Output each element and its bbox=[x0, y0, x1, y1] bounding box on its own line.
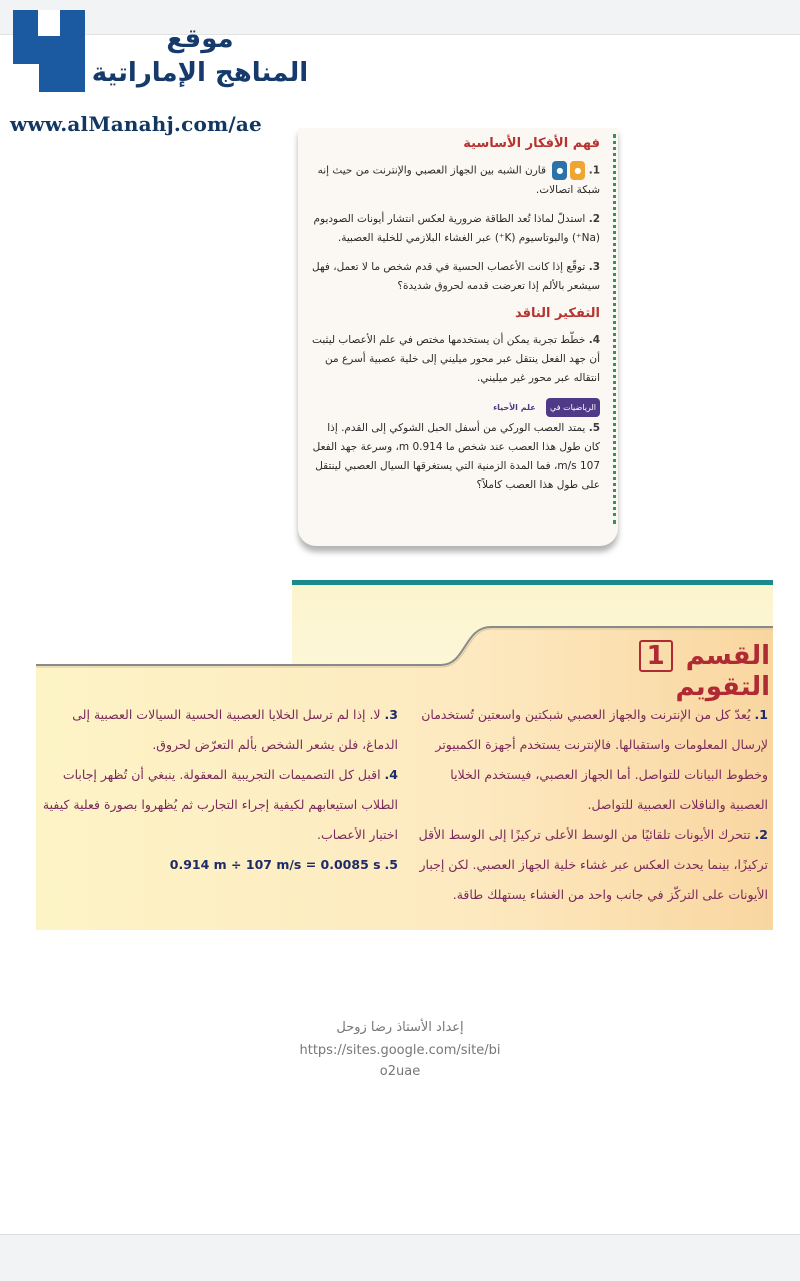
question-1 bbox=[312, 161, 600, 200]
question-text: استدلّ لماذا تُعد الطاقة ضرورية لعكس انتشار أيونات الصوديوم (Na⁺) والبوتاسيوم (K⁺) عبر الغشاء البلازمي للخلية العصبية. bbox=[313, 212, 600, 244]
site-url[interactable]: www.alManahj.com/ae bbox=[10, 112, 262, 136]
answer-text: تتحرك الأيونات تلقائيًا من الوسط الأعلى تركيزًا إلى الوسط الأقل تركيزًا، بينما يحدث العكس عبر غشاء خلية الجهاز العصبي. لكن إجبار الأيونات على التركّز في جانب واحد من الغشاء يستهلك طاقة. bbox=[418, 827, 768, 902]
heading-main-ideas: فهم الأفكار الأساسية bbox=[463, 136, 600, 151]
answer-number: 2. bbox=[754, 827, 768, 842]
badge-icon: ● bbox=[552, 161, 567, 180]
answer-5 bbox=[42, 850, 398, 880]
answer-4 bbox=[42, 760, 398, 850]
section-label: القسم bbox=[685, 641, 770, 671]
question-number: 5. bbox=[588, 422, 600, 434]
question-text: قارن الشبه بين الجهاز العصبي والإنترنت من حيث إنه شبكة اتصالات. bbox=[317, 164, 600, 196]
answers-right-column bbox=[412, 700, 768, 910]
question-text: يمتد العصب الوركي من أسفل الحبل الشوكي إلى القدم. إذا كان طول هذا العصب عند شخص ما 0.914 m، وسرعة جهد الفعل 107 m/s، فما المدة الزمنية التي يستغرقها السيال العصبي لينتقل على طول هذا العصب كاملاً؟ bbox=[312, 422, 600, 491]
answers-left-column bbox=[42, 700, 398, 880]
question-4 bbox=[312, 331, 600, 388]
math-badge: الرياضيات في bbox=[546, 398, 600, 417]
credit-link-line-1[interactable]: https://sites.google.com/site/bi bbox=[299, 1043, 501, 1058]
question-number: 4. bbox=[588, 333, 600, 346]
answer-text: اقبل كل التصميمات التجريبية المعقولة. ينبغي أن تُظهر إجابات الطلاب استيعابهم لكيفية إجراء التجارب ثم يُظهروا بصورة فعلية كيفية اختبار الأعصاب. bbox=[42, 767, 398, 842]
dotted-border bbox=[613, 134, 616, 524]
question-3 bbox=[312, 258, 600, 296]
question-5 bbox=[312, 419, 600, 495]
answer-text: لا. إذا لم ترسل الخلايا العصبية الحسية السيالات العصبية إلى الدماغ، فلن يشعر الشخص بألم التعرّض لحروق. bbox=[72, 707, 398, 752]
answer-equation: 0.914 m ÷ 107 m/s = 0.0085 s bbox=[169, 857, 381, 872]
answer-1 bbox=[412, 700, 768, 820]
logo-mark-cut bbox=[38, 10, 60, 36]
math-tag-row bbox=[312, 398, 600, 418]
credit-link-line-2[interactable]: o2uae bbox=[379, 1064, 421, 1079]
answer-number: 4. bbox=[384, 767, 398, 782]
logo-line-1: موقع bbox=[166, 24, 234, 54]
section-title bbox=[600, 640, 770, 702]
logo-mark-cut bbox=[13, 64, 39, 92]
answer-number: 1. bbox=[754, 707, 768, 722]
bottom-bar bbox=[0, 1234, 800, 1281]
logo-line-2: المناهج الإماراتية bbox=[91, 58, 309, 88]
heading-critical-thinking: التفكير الناقد bbox=[514, 305, 600, 321]
section-subtitle: التقويم bbox=[675, 672, 770, 702]
question-text: خطّط تجربة يمكن أن يستخدمها مختص في علم الأعصاب ليثبت أن جهد الفعل ينتقل عبر محور ميليني إلى خلية عصبية أسرع من انتقاله عبر محور غير ميليني. bbox=[312, 333, 600, 384]
answer-number: 3. bbox=[384, 707, 398, 722]
answer-2 bbox=[412, 820, 768, 910]
section-number: 1 bbox=[639, 640, 673, 672]
question-number: 1. bbox=[588, 164, 600, 177]
question-2 bbox=[312, 210, 600, 248]
question-text: توقّع إذا كانت الأعصاب الحسية في قدم شخص ما لا تعمل، فهل سيشعر بالألم إذا تعرضت قدمه لحروق شديدة؟ bbox=[312, 260, 600, 292]
questions-card bbox=[298, 128, 618, 546]
biology-badge: علم الأحياء bbox=[493, 402, 536, 412]
badge-icon: ● bbox=[570, 161, 585, 180]
answer-text: يُعدّ كل من الإنترنت والجهاز العصبي شبكتين واسعتين تُستخدمان لإرسال المعلومات واستقبالها. فالإنترنت يستخدم أجهزة الكمبيوتر وخطوط البيانات للتواصل. أما الجهاز العصبي، فيستخدم الخلايا العصبية والناقلات العصبية للتواصل. bbox=[421, 707, 768, 812]
answer-3 bbox=[42, 700, 398, 760]
question-number: 2. bbox=[588, 212, 600, 225]
questions-content bbox=[312, 136, 600, 505]
credit-author: إعداد الأستاذ رضا زوحل bbox=[336, 1020, 464, 1035]
answer-number: 5. bbox=[384, 857, 398, 872]
question-number: 3. bbox=[588, 260, 600, 273]
